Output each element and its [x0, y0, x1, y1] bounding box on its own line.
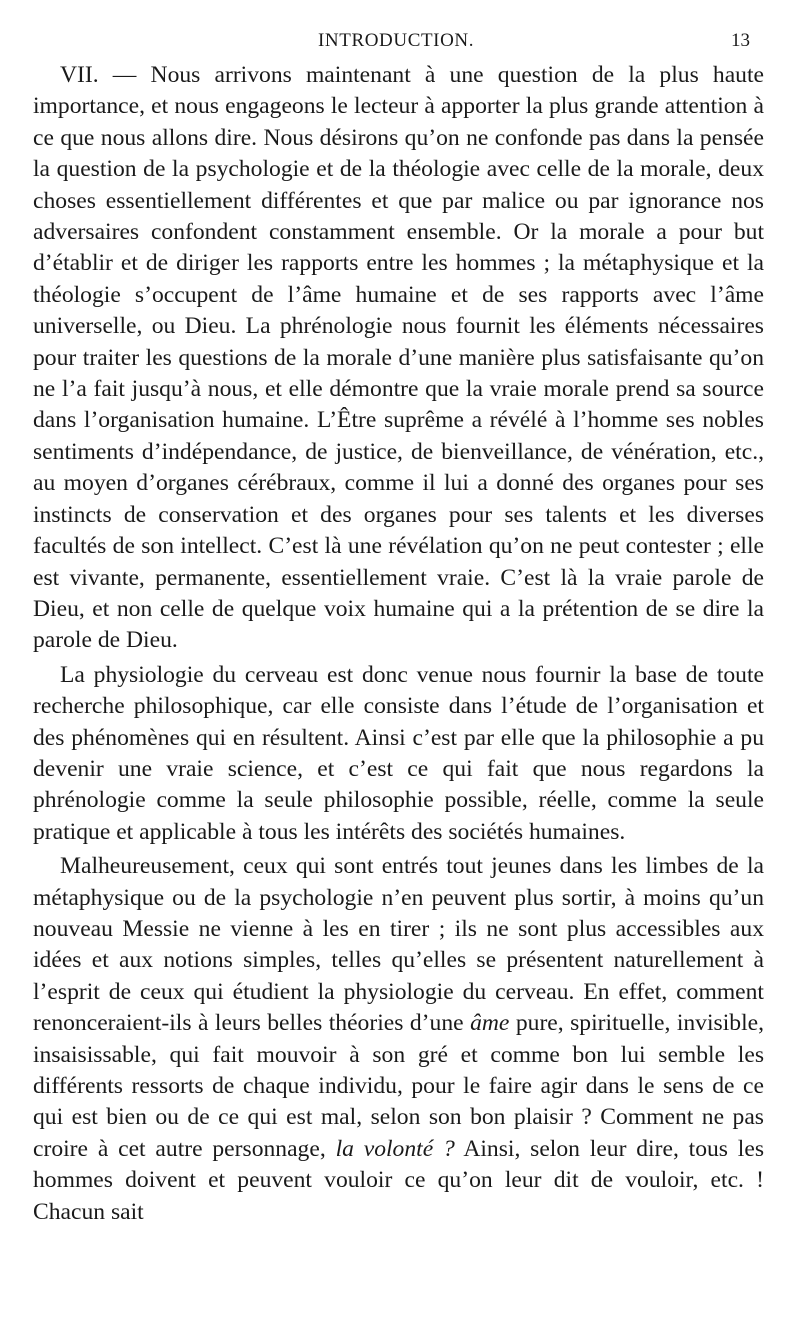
running-title: INTRODUCTION.	[318, 30, 475, 51]
italic-term-volonte: la volonté ?	[335, 1135, 455, 1162]
paragraph-physiology	[33, 660, 764, 848]
running-head	[0, 28, 800, 54]
page-number: 13	[731, 30, 750, 51]
paragraph-text: Malheureusement, ceux qui sont entrés tout jeunes dans les limbes de la métaphysique ou de la psychologie n’en peuvent plus sortir, à moins qu’un nouveau Messie ne vienne à les en tirer ; ils ne sont plus accessibles aux idées et aux notions simples, telles qu’elles se présentent naturellement à l’esprit de ceux qui étudient la physiologie du cerveau. En effet, comment renonceraient-ils à leurs belles théories d’une	[33, 853, 764, 1037]
paragraph-text: La physiologie du cerveau est donc venue nous fournir la base de toute recherche philosophique, car elle consiste dans l’étude de l’organisation et des phénomènes qui en résultent. Ainsi c’est par elle que la philosophie a pu devenir une vraie science, et c’est ce qui fait que nous regardons la phrénologie comme la seule philosophie possible, réelle, comme la seule pratique et applicable à tous les intérêts des sociétés humaines.	[33, 661, 764, 845]
italic-term-ame: âme	[470, 1010, 510, 1037]
paragraph-section-vii	[33, 60, 764, 657]
paragraph-text: pure, spirituelle, invisible, insaisissable, qui fait mouvoir à son gré et comme bon lui semble les différents ressorts de chaque individu, pour le faire agir dans le sens de ce qui est bien ou de ce qui est mal, selon son bon plaisir ? Comment ne pas croire à cet autre personnage,	[33, 1010, 764, 1162]
paragraph-text: VII. — Nous arrivons maintenant à une question de la plus haute importance, et nous engageons le lecteur à apporter la plus grande attention à ce que nous allons dire. Nous désirons qu’on ne confonde pas dans la pensée la question de la psychologie et de la théologie avec celle de la morale, deux choses essentiellement différentes et que par malice ou par ignorance nos adversaires confondent constamment ensemble. Or la morale a pour but d’établir et de diriger les rapports entre les hommes ; la métaphysique et la théologie s’occupent de l’âme humaine et de ses rapports avec l’âme universelle, ou Dieu. La phrénologie nous fournit les éléments nécessaires pour traiter les questions de la morale d’une manière plus satisfaisante qu’on ne l’a fait jusqu’à nous, et elle démontre que la vraie morale prend sa source dans l’organisation humaine. L’Être suprême a révélé à l’homme ses nobles sentiments d’indépendance, de justice, de bienveillance, de vénération, etc., au moyen d’organes cérébraux, comme il lui a donné des organes pour ses instincts de conservation et des organes pour ses talents et les diverses facultés de son intellect. C’est là une révélation qu’on ne peut contester ; elle est vivante, permanente, essentiellement vraie. C’est là la vraie parole de Dieu, et non celle de quelque voix humaine qui a la prétention de se dire la parole de Dieu.	[33, 62, 764, 654]
paragraph-malheureusement	[33, 851, 764, 1228]
body-text	[33, 60, 764, 1231]
paragraph-text: Ainsi, selon leur dire, tous les hommes doivent et peuvent vouloir ce qu’on leur dit de vouloir, etc. ! Chacun sait	[33, 1135, 765, 1225]
